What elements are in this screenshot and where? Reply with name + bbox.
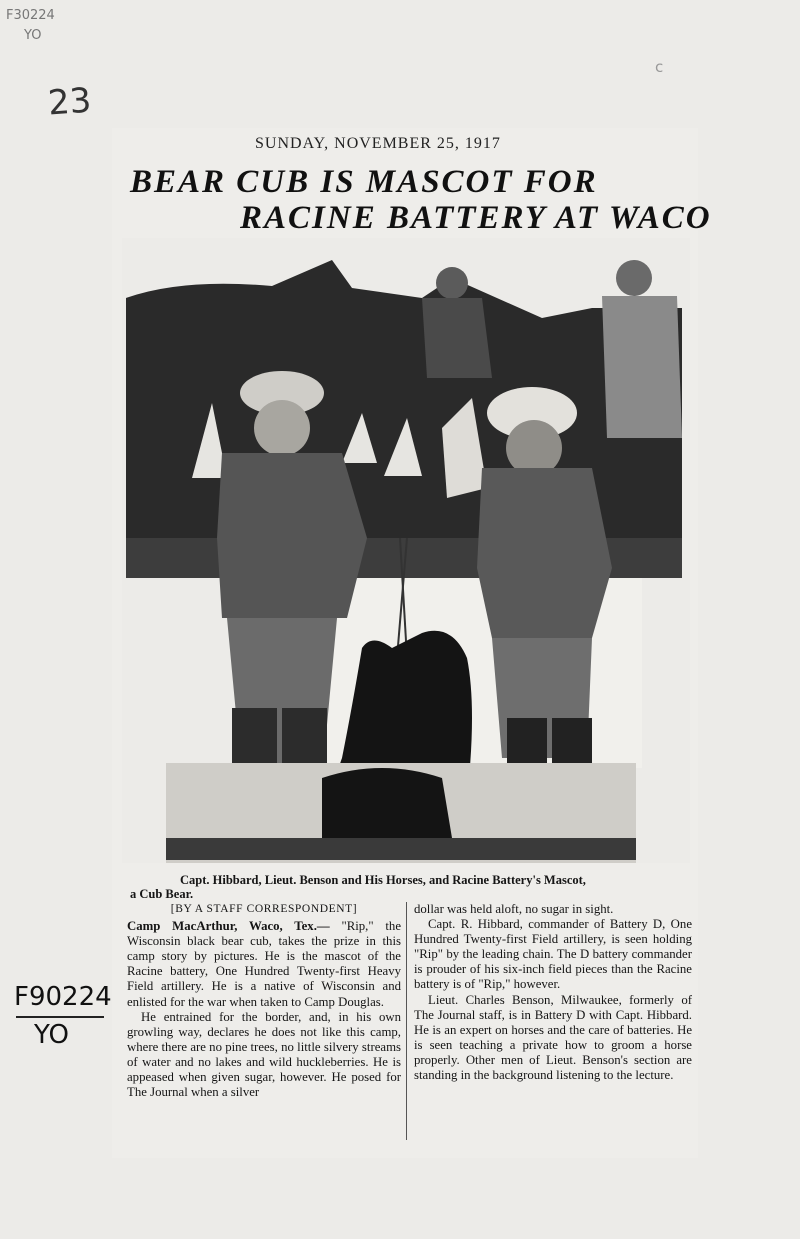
caption-line2: a Cub Bear.: [130, 887, 194, 901]
caption-line1: Capt. Hibbard, Lieut. Benson and His Horses, and Racine Battery's Mascot,: [180, 873, 586, 887]
article-paragraph: He entrained for the border, and, in his own growling way, declares he does not like this camp, where there are no pine trees, no little silvery streams of water and no lakes and wild huckleberries. He is appeased when given sugar, however. He posed for The Journal when a silver: [127, 1009, 401, 1100]
byline: [BY A STAFF CORRESPONDENT]: [170, 903, 358, 915]
photo-illustration: [122, 238, 690, 863]
column-divider: [406, 902, 407, 1140]
dateline: SUNDAY, NOVEMBER 25, 1917: [255, 135, 501, 152]
corner-annotation-line1: F30224: [6, 8, 55, 23]
accession-number: [14, 980, 112, 1052]
article-column-left: [127, 902, 401, 1100]
officer-left: [217, 453, 367, 618]
news-photo: [122, 238, 690, 863]
corner-annotation: [6, 6, 55, 46]
handwritten-page-number: 23: [46, 80, 93, 124]
background-man-head-right: [616, 260, 652, 296]
officer-right: [477, 468, 612, 638]
background-man-head: [436, 267, 468, 299]
article-column-right: [414, 902, 692, 1083]
article-paragraph: Lieut. Charles Benson, Milwaukee, formerly of The Journal staff, is in Battery D with Capt. Hibbard. He is an expert on horses and the care of batteries. He is seen teaching a private how to groom a horse properly. Other men of Lieut. Benson's section are standing in the background listening to the lecture.: [414, 992, 692, 1083]
headline-line2: RACINE BATTERY AT WACO: [240, 200, 712, 236]
corner-annotation-line2: YO: [24, 28, 42, 43]
corner-mark: c: [655, 58, 664, 76]
photo-caption: [130, 873, 690, 901]
accession-line1: F90224: [14, 982, 112, 1012]
article-paragraph: [127, 919, 401, 1010]
article-paragraph: dollar was held aloft, no sugar in sight.: [414, 902, 614, 916]
article-text: "Rip," the Wisconsin black bear cub, takes the prize in this camp story by pictures. He is the mascot of the Racine battery, One Hundred Twenty-first Heavy Field artillery. He is a native of Wisconsin and enlisted for the war when taken to Camp Douglas.: [127, 919, 401, 1009]
headline-line1: BEAR CUB IS MASCOT FOR: [130, 164, 598, 200]
accession-line2: YO: [34, 1020, 69, 1050]
article-lead: Camp MacArthur, Waco, Tex.—: [127, 919, 330, 934]
article-paragraph: Capt. R. Hibbard, commander of Battery D, One Hundred Twenty-first Field artillery, is seen holding "Rip" by the leading chain. The D battery commander is prouder of his six-inch field pieces than the Racine battery is of "Rip," however.: [414, 917, 692, 992]
